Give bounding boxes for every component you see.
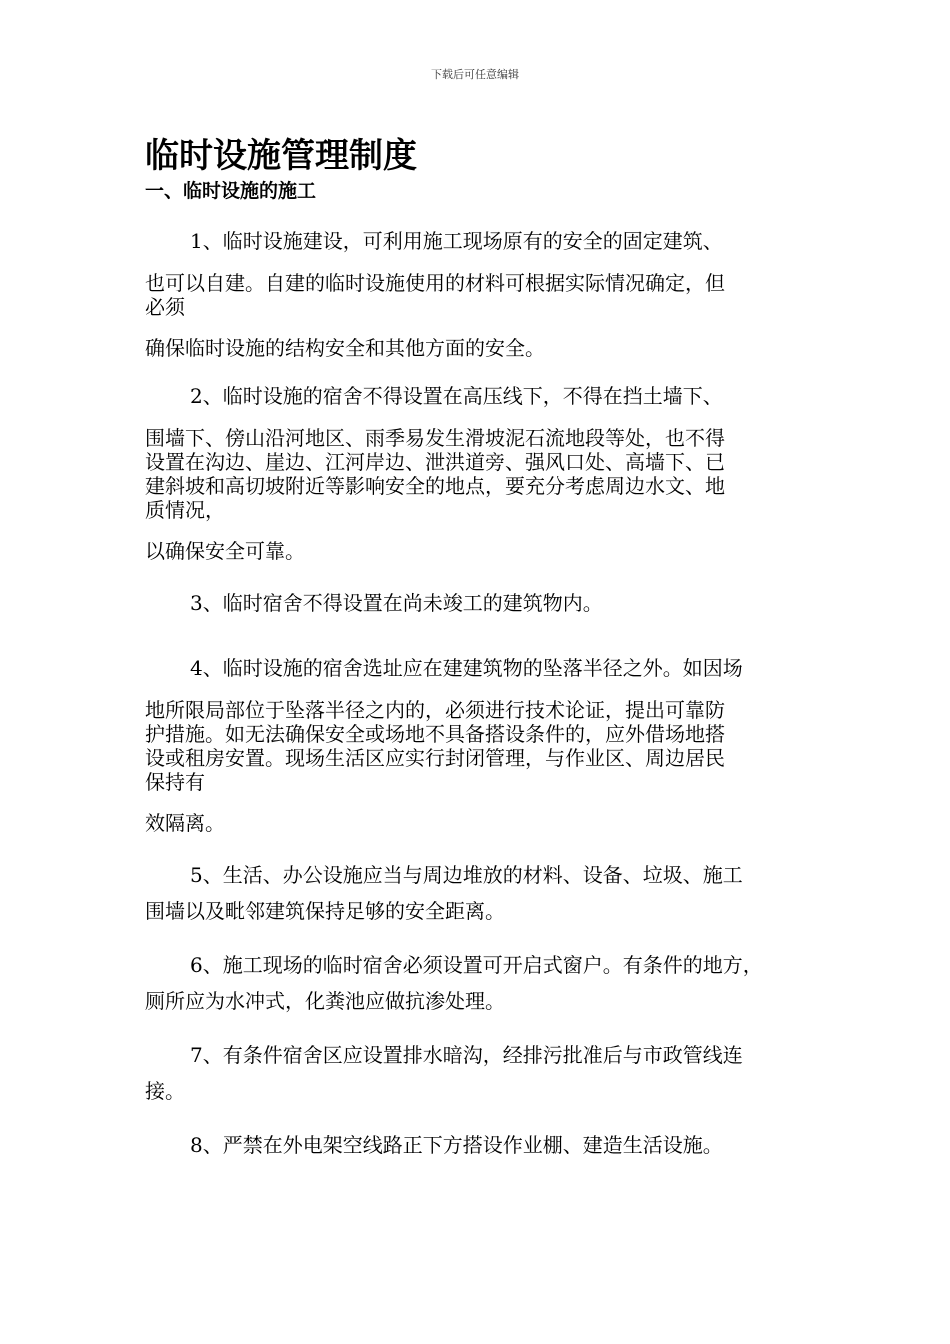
paragraph-line: 7、有条件宿舍区应设置排水暗沟，经排污批准后与市政管线连	[190, 1043, 743, 1067]
paragraph-line: 厕所应为水冲式，化粪池应做抗渗处理。	[145, 989, 505, 1013]
paragraph-5	[145, 863, 815, 923]
paragraph-line: 效隔离。	[145, 811, 225, 835]
paragraph-line: 必须	[145, 295, 185, 319]
paragraph-4	[145, 656, 815, 835]
paragraph-line: 确保临时设施的结构安全和其他方面的安全。	[145, 336, 545, 360]
paragraph-line: 3、临时宿舍不得设置在尚未竣工的建筑物内。	[190, 591, 603, 615]
paragraph-line: 也可以自建。自建的临时设施使用的材料可根据实际情况确定，但	[145, 271, 725, 295]
paragraph-line: 建斜坡和高切坡附近等影响安全的地点，要充分考虑周边水文、地	[145, 474, 725, 498]
paragraph-line: 围墙以及毗邻建筑保持足够的安全距离。	[145, 899, 505, 923]
document-title: 临时设施管理制度	[145, 136, 417, 176]
section-heading: 一、临时设施的施工	[145, 180, 317, 202]
paragraph-2	[145, 384, 815, 563]
paragraph-line: 设或租房安置。现场生活区应实行封闭管理，与作业区、周边居民	[145, 746, 725, 770]
paragraph-line: 1、临时设施建设，可利用施工现场原有的安全的固定建筑、	[190, 229, 723, 253]
paragraph-6	[145, 953, 815, 1013]
paragraph-line: 围墙下、傍山沿河地区、雨季易发生滑坡泥石流地段等处，也不得	[145, 426, 725, 450]
paragraph-line: 护措施。如无法确保安全或场地不具备搭设条件的，应外借场地搭	[145, 722, 725, 746]
paragraph-line: 6、施工现场的临时宿舍必须设置可开启式窗户。有条件的地方，	[190, 953, 763, 977]
paragraph-line: 2、临时设施的宿舍不得设置在高压线下，不得在挡土墙下、	[190, 384, 723, 408]
header-note: 下载后可任意编辑	[431, 68, 519, 81]
paragraph-line: 质情况，	[145, 498, 225, 522]
paragraph-8	[145, 1133, 815, 1157]
paragraph-line: 保持有	[145, 770, 205, 794]
paragraph-line: 地所限局部位于坠落半径之内的，必须进行技术论证，提出可靠防	[145, 698, 725, 722]
paragraph-3	[145, 591, 815, 615]
paragraph-line: 接。	[145, 1079, 185, 1103]
paragraph-line: 5、生活、办公设施应当与周边堆放的材料、设备、垃圾、施工	[190, 863, 743, 887]
paragraph-7	[145, 1043, 815, 1103]
paragraph-line: 8、严禁在外电架空线路正下方搭设作业棚、建造生活设施。	[190, 1133, 723, 1157]
paragraph-line: 设置在沟边、崖边、江河岸边、泄洪道旁、强风口处、高墙下、已	[145, 450, 725, 474]
paragraph-line: 4、临时设施的宿舍选址应在建建筑物的坠落半径之外。如因场	[190, 656, 743, 680]
paragraph-1	[145, 229, 815, 360]
paragraph-line: 以确保安全可靠。	[145, 539, 305, 563]
